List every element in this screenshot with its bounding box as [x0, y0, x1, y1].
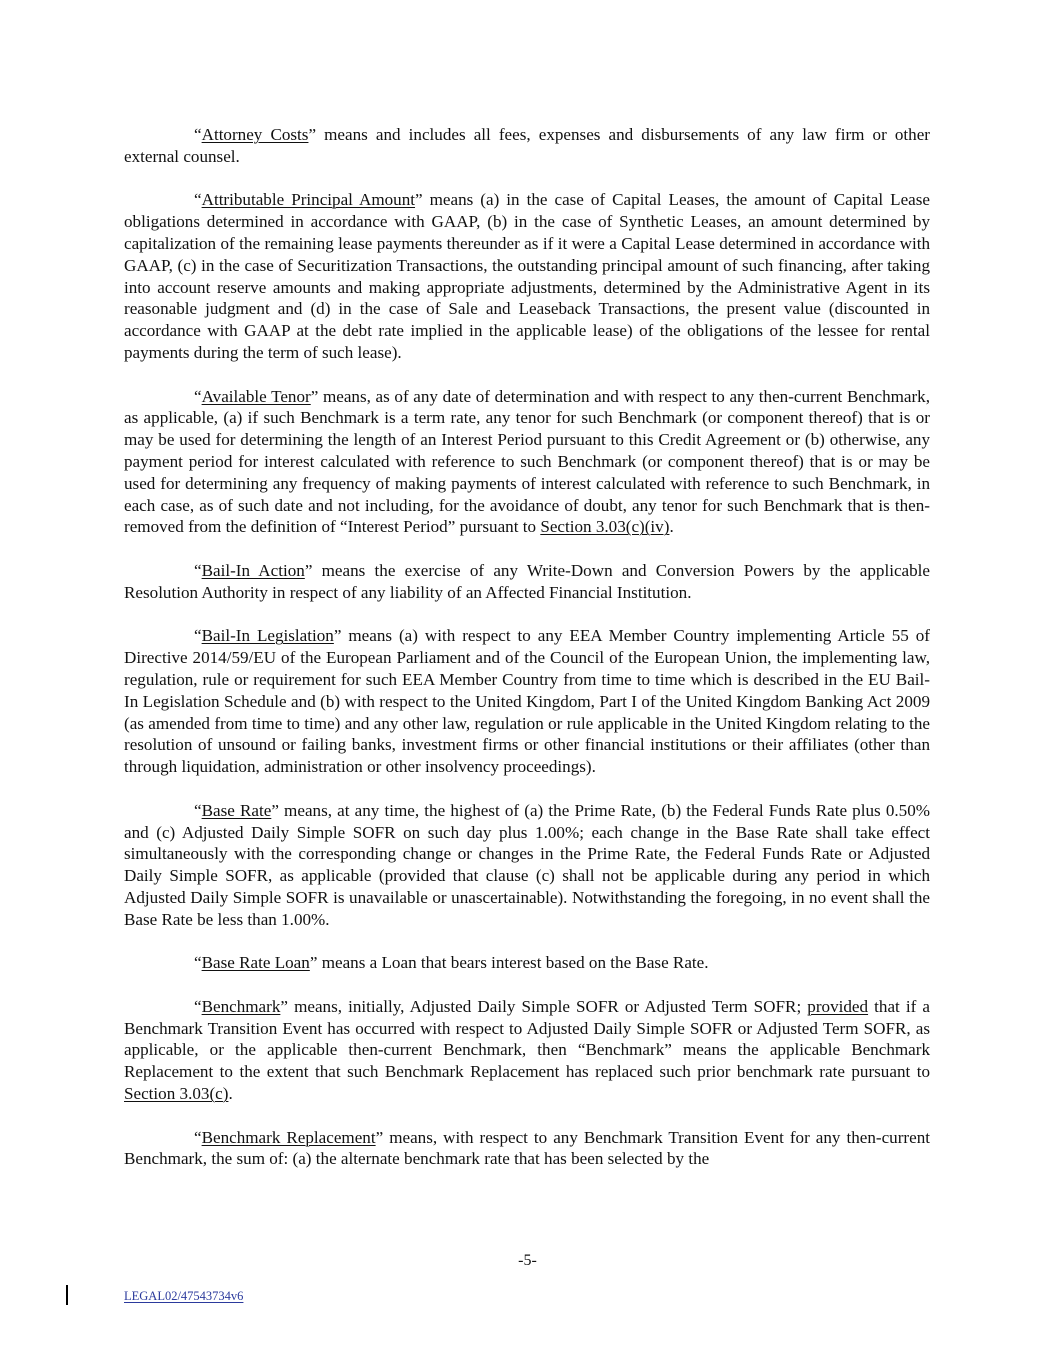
defined-term: Base Rate — [201, 800, 272, 820]
definition-benchmark-replacement: “Benchmark Replacement” means, with respect to any Benchmark Transition Event for any then-current Benchmark, the sum of: (a) the alternate benchmark rate that has been selected by the — [124, 1127, 930, 1169]
defined-term: Benchmark Replacement — [201, 1127, 376, 1147]
document-body — [124, 124, 930, 1192]
page-number: -5- — [518, 1252, 537, 1269]
definition-bail-in-action: “Bail-In Action” means the exercise of any Write-Down and Conversion Powers by the applicable Resolution Authority in respect of any liability of an Affected Financial Institution. — [124, 560, 930, 602]
definition-benchmark: “Benchmark” means, initially, Adjusted Daily Simple SOFR or Adjusted Term SOFR; provided that if a Benchmark Transition Event has occurred with respect to Adjusted Daily Simple SOFR or Adjusted Term SOFR, as applicable, or the applicable then-current Benchmark, then “Benchmark” means the applicable Benchmark Replacement to the extent that such Benchmark Replacement has replaced such prior benchmark rate pursuant to Section 3.03(c). — [124, 996, 931, 1104]
section-reference: Section 3.03(c) — [124, 1084, 229, 1104]
definition-base-rate: “Base Rate” means, at any time, the highest of (a) the Prime Rate, (b) the Federal Funds Rate plus 0.50% and (c) Adjusted Daily Simple SOFR on such day plus 1.00%; each change in the Base Rate shall take effect simultaneously with the corresponding change or changes in the Prime Rate, the Federal Funds Rate or Adjusted Daily Simple SOFR, as applicable (provided that clause (c) shall not be applicable during any period in which Adjusted Daily Simple SOFR is unavailable or unascertainable). Notwithstanding the foregoing, in no event shall the Base Rate be less than 1.00%. — [124, 800, 930, 929]
defined-term: Bail-In Legislation — [201, 626, 334, 646]
revision-change-bar — [66, 1285, 68, 1305]
section-reference: Section 3.03(c)(iv) — [540, 517, 670, 537]
definition-base-rate-loan: “Base Rate Loan” means a Loan that bears interest based on the Base Rate. — [194, 953, 709, 973]
definition-available-tenor: “Available Tenor” means, as of any date of determination and with respect to any then-current Benchmark, as applicable, (a) if such Benchmark is a term rate, any tenor for such Benchmark (or component thereof) that is or may be used for determining the length of an Interest Period pursuant to this Credit Agreement or (b) otherwise, any payment period for interest calculated with reference to such Benchmark (or component thereof) that is or may be used for determining any frequency of making payments of interest calculated with reference to such Benchmark, in each case, as of such date and not including, for the avoidance of doubt, any tenor for such Benchmark that is then-removed from the definition of “Interest Period” pursuant to Section 3.03(c)(iv). — [124, 386, 931, 537]
definition-attributable-principal-amount: “Attributable Principal Amount” means (a) in the case of Capital Leases, the amount of Capital Lease obligations determined in accordance with GAAP, (b) in the case of Synthetic Leases, an amount determined by capitalization of the remaining lease payments thereunder as if it were a Capital Lease determined in accordance with GAAP, (c) in the case of Securitization Transactions, the outstanding principal amount of such financing, after taking into account reserve amounts and making appropriate adjustments, determined by the Administrative Agent in its reasonable judgment and (d) in the case of Sale and Leaseback Transactions, the present value (discounted in accordance with GAAP at the debt rate implied in the applicable lease) of the obligations of the lessee for rental payments during the term of such lease). — [124, 190, 930, 362]
definition-attorney-costs: “Attorney Costs” means and includes all fees, expenses and disbursements of any law firm or other external counsel. — [124, 125, 930, 166]
proviso-term: provided — [807, 996, 869, 1016]
defined-term: Base Rate Loan — [201, 953, 310, 973]
defined-term: Attributable Principal Amount — [201, 190, 416, 210]
defined-term: Bail-In Action — [201, 560, 305, 580]
definition-bail-in-legislation: “Bail-In Legislation” means (a) with respect to any EEA Member Country implementing Article 55 of Directive 2014/59/EU of the European Parliament and of the Council of the European Union, the implementing law, regulation, rule or requirement for such EEA Member Country from time to time which is described in the EU Bail-In Legislation Schedule and (b) with respect to the United Kingdom, Part I of the United Kingdom Banking Act 2009 (as amended from time to time) and any other law, regulation or rule applicable in the United Kingdom relating to the resolution of unsound or failing banks, investment firms or other financial institutions or their affiliates (other than through liquidation, administration or other insolvency proceedings). — [124, 626, 930, 777]
document-id-link[interactable]: LEGAL02/47543734v6 — [124, 1289, 244, 1303]
defined-term: Available Tenor — [201, 386, 311, 406]
defined-term: Benchmark — [201, 996, 281, 1016]
defined-term: Attorney Costs — [201, 125, 309, 144]
